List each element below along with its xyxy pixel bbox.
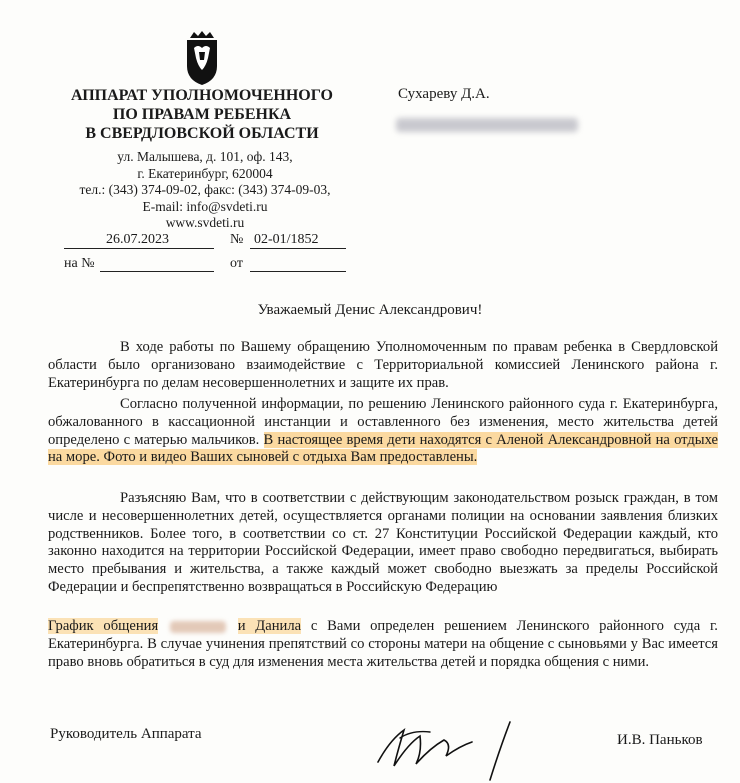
letter-number: 02-01/1852 [254, 232, 319, 247]
handwritten-signature [360, 700, 550, 783]
from-label: от [230, 256, 243, 271]
from-underline [250, 271, 346, 272]
letter-date: 26.07.2023 [106, 232, 169, 247]
date-underline [64, 248, 214, 249]
address-line-5: www.svdeti.ru [165, 215, 245, 230]
paragraph-1: В ходе работы по Вашему обращению Уполномоченным по правам ребенка в Свердловской области было организовано взаимодействие с Территориальной комиссией Ленинского района г. Екатеринбурга по делам несовершеннолетних и защите их прав. [48, 339, 718, 391]
highlighted-text: В настоящее время дети находятся с Аленой Александровной на отдыхе на море. Фото и видео Ваших сыновей с отдыха Вам предоставлены. [48, 431, 718, 466]
org-line-2: ПО ПРАВАМ РЕБЕНКА [112, 106, 292, 123]
organization-address [40, 149, 370, 232]
salutation: Уважаемый Денис Александрович! [257, 302, 483, 318]
redacted-name [170, 621, 226, 633]
organization-name [52, 86, 352, 143]
address-line-3: тел.: (343) 374-09-02, факс: (343) 374-09-03, [79, 182, 331, 197]
address-line-4: E-mail: info@svdeti.ru [142, 198, 268, 214]
org-line-1: АППАРАТ УПОЛНОМОЧЕННОГО [71, 87, 333, 104]
redacted-address [396, 118, 578, 132]
paragraph-4 [48, 618, 718, 671]
ref-label: на № [64, 256, 95, 271]
highlighted-name: и Данила [237, 618, 302, 634]
signatory-name: И.В. Паньков [617, 732, 703, 748]
number-label: № [230, 232, 244, 247]
paragraph-2 [48, 396, 718, 467]
ref-underline [100, 271, 214, 272]
coat-of-arms-icon [184, 30, 220, 86]
address-line-2: г. Екатеринбург, 620004 [137, 165, 273, 181]
org-line-3: В СВЕРДЛОВСКОЙ ОБЛАСТИ [85, 125, 319, 142]
paragraph-4-text: с Вами определен решением Ленинского районного суда г. Екатеринбурга. В случае учинения препятствий со стороны матери на общение с сыновьями у Вас имеется право вновь обратиться в суд для изменения места жительства детей и порядка общения с ними. [48, 618, 718, 670]
number-underline [250, 248, 346, 249]
recipient-name: Сухареву Д.А. [398, 86, 490, 102]
highlighted-schedule: График общения [48, 618, 159, 634]
signer-position: Руководитель Аппарата [50, 726, 202, 742]
paragraph-3: Разъясняю Вам, что в соответствии с действующим законодательством розыск граждан, в том числе и несовершеннолетних детей, осуществляется органами полиции на основании заявления близких родственников. Более того, в соответствии со ст. 27 Конституции Российской Федерации каждый, кто законно находится на территории Российской Федерации, имеет право свободно передвигаться, выбирать место пребывания и жительства, а также каждый может свободно выезжать за пределы Российской Федерации и беспрепятственно возвращаться в Российскую Федерацию [48, 490, 718, 595]
paragraph-2-text: Согласно полученной информации, по решению Ленинского районного суда г. Екатеринбурга, обжалованного в кассационной инстанции и оставленного без изменения, место жительства детей определено с матерью мальчиков. [48, 396, 718, 448]
address-line-1: ул. Малышева, д. 101, оф. 143, [117, 149, 293, 164]
